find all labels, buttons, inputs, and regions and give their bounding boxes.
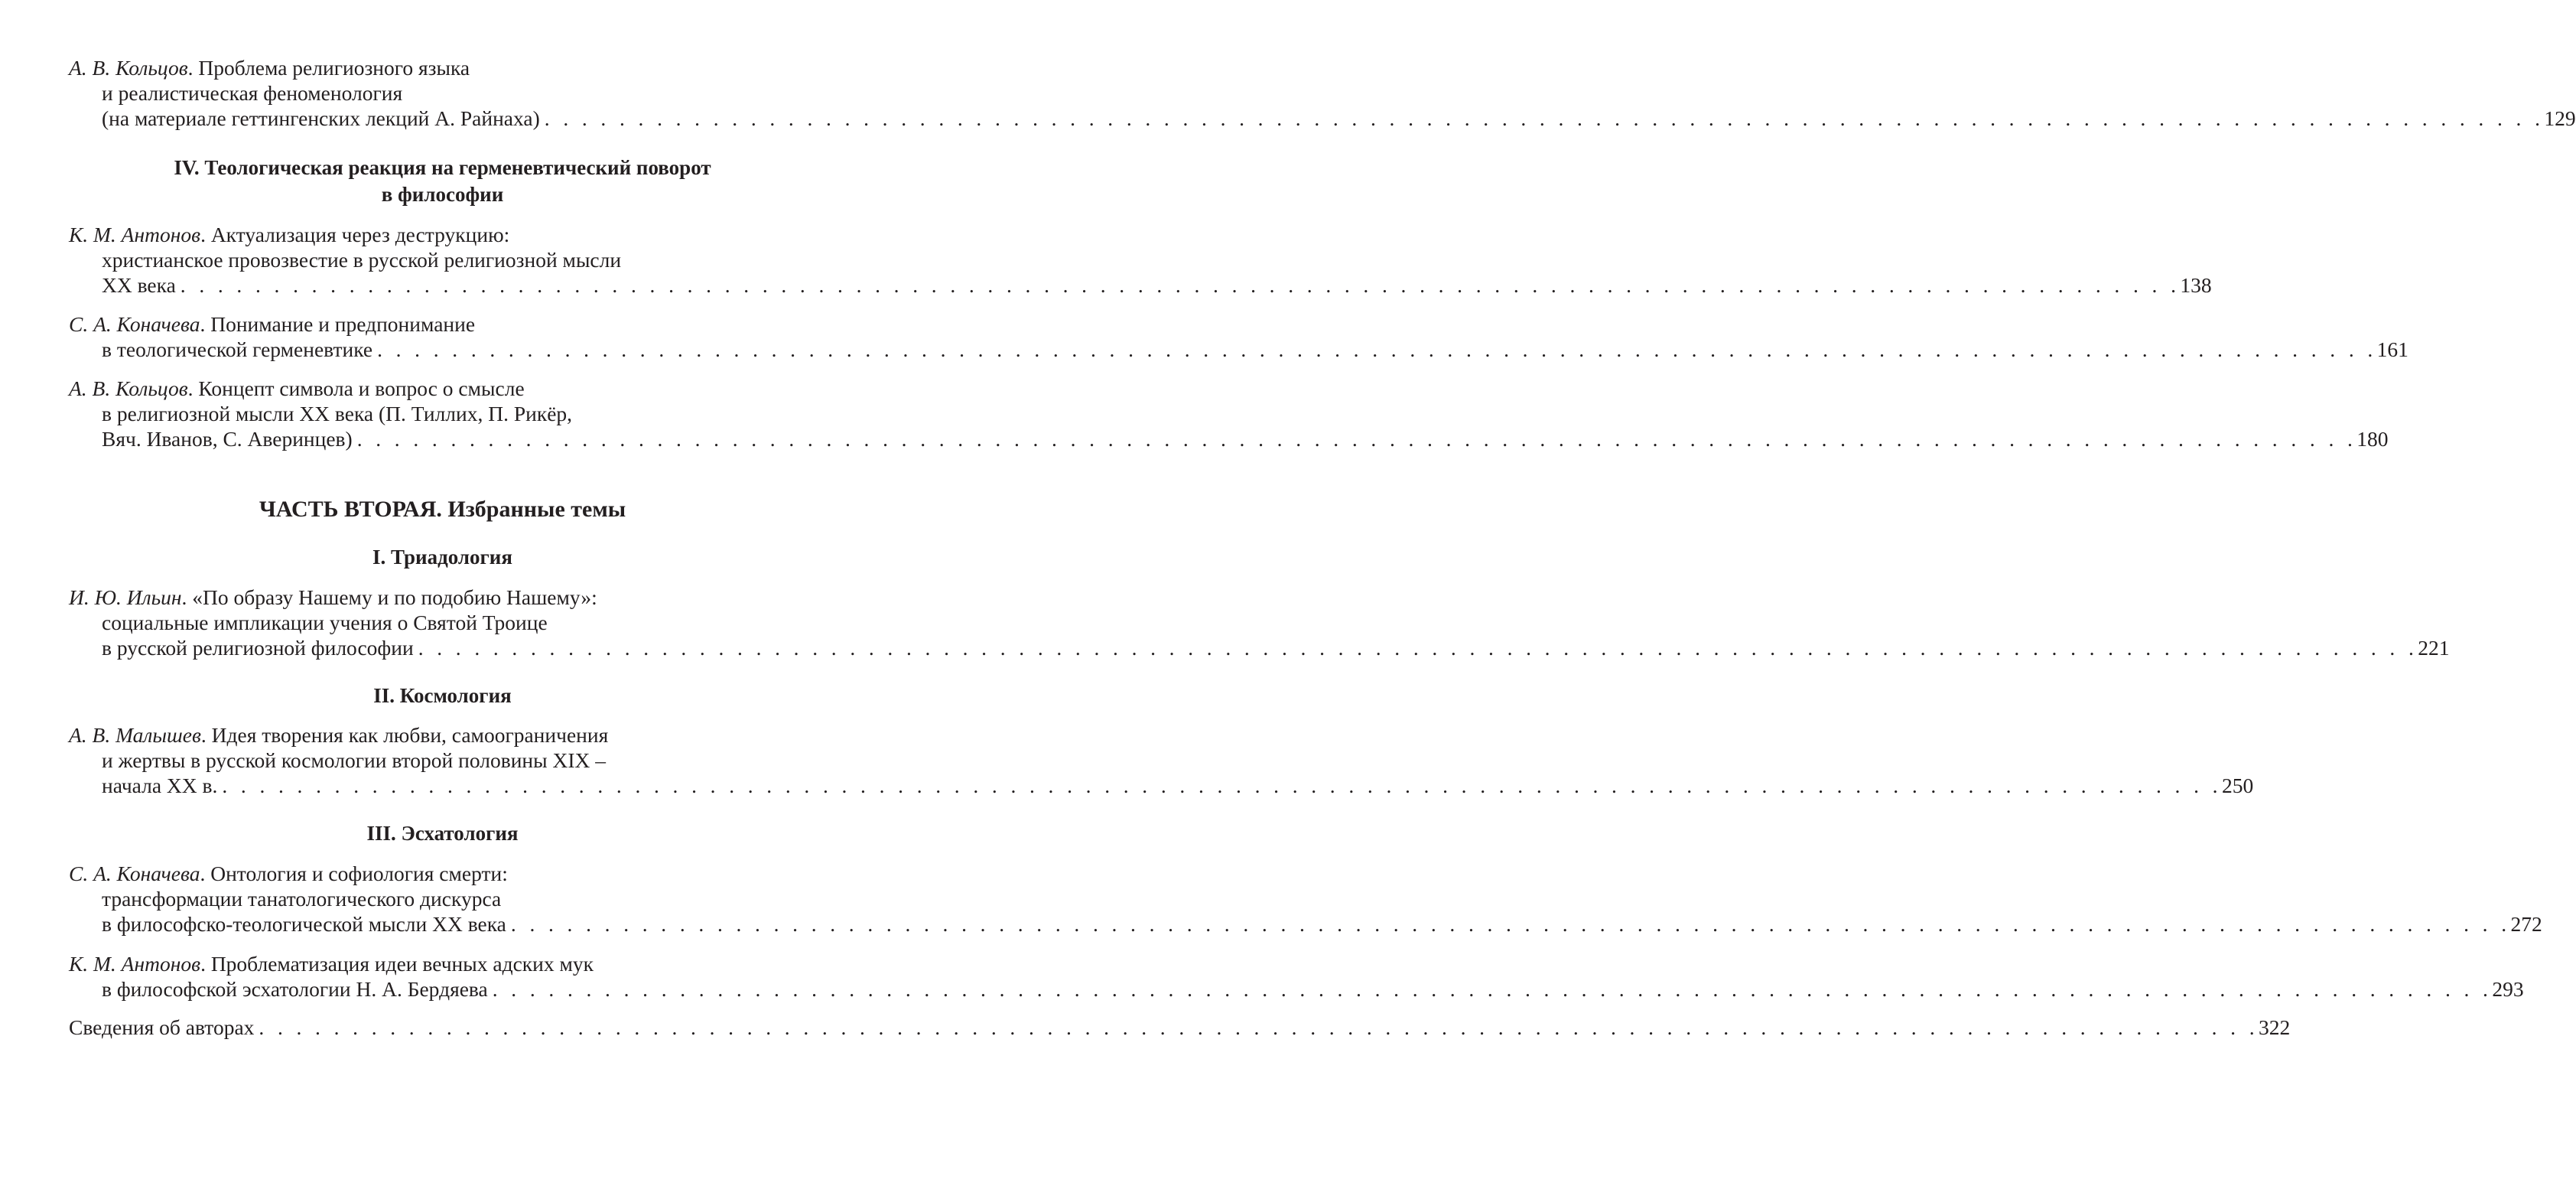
toc-title-line: в философско-теологической мысли XX века xyxy=(102,912,506,936)
section-heading: II. Космология xyxy=(373,684,512,707)
toc-entry xyxy=(69,861,2542,937)
page-number: 138 xyxy=(2180,273,2212,297)
toc-title-line: в русской религиозной философии xyxy=(102,636,414,660)
page-number: 161 xyxy=(2376,337,2408,361)
page-number: 322 xyxy=(2258,1015,2291,1039)
toc-entry xyxy=(69,722,2254,798)
toc-entry xyxy=(69,376,2389,451)
toc-title-line: в философской эсхатологии Н. А. Бердяева xyxy=(102,977,488,1001)
toc-title-line: в религиозной мысли XX века (П. Тиллих, П. Рикёр, xyxy=(102,402,573,425)
toc-leader-line xyxy=(69,272,2212,298)
toc-entry-line: И. Ю. Ильин. «По образу Нашему и по подобию Нашему»: xyxy=(69,585,597,609)
toc-title: Проблематизация идеи вечных адских мук xyxy=(210,952,594,976)
toc-title-line: XX века xyxy=(102,273,176,297)
toc-author: И. Ю. Ильин xyxy=(69,585,182,609)
toc-title: Актуализация через деструкцию: xyxy=(210,223,510,246)
section-heading: III. Эсхатология xyxy=(366,822,519,845)
page-number: 250 xyxy=(2221,774,2254,797)
toc-author: А. В. Малышев xyxy=(69,723,201,747)
toc-leader-line xyxy=(69,1015,2291,1040)
dot-leader: . . . . . . . . . . . . . . . . . . . . . . . . . . . . . . . . . . . . . . . . . . . . . . . . . . . . . . . . . . . . . . . . . . . . . . . . . . . . . . . . . . . . . . . . . . . . . . . . . . . . . . . . . . . xyxy=(180,273,2181,297)
toc-leader-line xyxy=(69,337,2408,362)
toc-title-line: и реалистическая феноменология xyxy=(102,81,403,105)
toc-title-line: (на материале геттингенских лекций А. Райнаха) xyxy=(102,106,540,130)
toc-title-line: социальные импликации учения о Святой Троице xyxy=(102,611,548,634)
toc-author: С. А. Коначева xyxy=(69,312,200,336)
toc-title-line: христианское провозвестие в русской религиозной мысли xyxy=(102,248,622,272)
toc-author: К. М. Антонов xyxy=(69,952,201,976)
dot-leader: . . . . . . . . . . . . . . . . . . . . . . . . . . . . . . . . . . . . . . . . . . . . . . . . . . . . . . . . . . . . . . . . . . . . . . . . . . . . . . . . . . . . . . . . . . . . . . . . . . . . . . . . . . . xyxy=(510,912,2511,936)
toc-leader-line xyxy=(69,426,2389,451)
toc-title-line: в теологической герменевтике xyxy=(102,337,373,361)
toc-title-line: трансформации танатологического дискурса xyxy=(102,887,502,911)
toc-title-line: Вяч. Иванов, С. Аверинцев) xyxy=(102,427,353,451)
toc-entry-line: К. М. Антонов. Актуализация через деструкцию: xyxy=(69,223,510,246)
toc-entry xyxy=(69,55,2576,131)
toc-entry-line: А. В. Кольцов. Проблема религиозного языка xyxy=(69,56,470,80)
toc-entry-line: С. А. Коначева. Онтология и софиология смерти: xyxy=(69,862,508,885)
toc-entry xyxy=(69,1015,2291,1040)
page-number: 180 xyxy=(2356,427,2389,451)
section-heading-line: в философии xyxy=(381,183,504,206)
section-heading: I. Триадология xyxy=(372,546,512,569)
page-number: 221 xyxy=(2418,636,2450,660)
toc-leader-line xyxy=(69,106,2576,131)
toc-leader-line xyxy=(69,635,2450,660)
toc-entry-line: С. А. Коначева. Понимание и предпонимание xyxy=(69,312,476,336)
section-heading xyxy=(69,155,816,208)
toc-entry xyxy=(69,585,2450,660)
dot-leader: . . . . . . . . . . . . . . . . . . . . . . . . . . . . . . . . . . . . . . . . . . . . . . . . . . . . . . . . . . . . . . . . . . . . . . . . . . . . . . . . . . . . . . . . . . . . . . . . . . . . . . . . . . . xyxy=(544,106,2545,130)
toc-entry xyxy=(69,311,2408,362)
toc-title: Понимание и предпонимание xyxy=(210,312,476,336)
page-number: 272 xyxy=(2510,912,2542,936)
page-number: 293 xyxy=(2492,977,2524,1001)
dot-leader: . . . . . . . . . . . . . . . . . . . . . . . . . . . . . . . . . . . . . . . . . . . . . . . . . . . . . . . . . . . . . . . . . . . . . . . . . . . . . . . . . . . . . . . . . . . . . . . . . . . . . . . . . . . xyxy=(222,774,2222,797)
toc-author: А. В. Кольцов xyxy=(69,56,188,80)
toc-leader-line xyxy=(69,976,2524,1002)
toc-entry-line: А. В. Кольцов. Концепт символа и вопрос о смысле xyxy=(69,376,525,400)
toc-title-line: Сведения об авторах xyxy=(69,1015,255,1039)
toc-entry xyxy=(69,222,2212,298)
toc-title-line: и жертвы в русской космологии второй половины XIX – xyxy=(102,748,606,772)
toc-entry xyxy=(69,951,2524,1002)
dot-leader: . . . . . . . . . . . . . . . . . . . . . . . . . . . . . . . . . . . . . . . . . . . . . . . . . . . . . . . . . . . . . . . . . . . . . . . . . . . . . . . . . . . . . . . . . . . . . . . . . . . . . . . . . . . xyxy=(377,337,2377,361)
toc-leader-line xyxy=(69,911,2542,937)
toc-title-line: начала XX в. xyxy=(102,774,218,797)
toc-entry-line: К. М. Антонов. Проблематизация идеи вечных адских мук xyxy=(69,952,594,976)
toc-entry-line: А. В. Малышев. Идея творения как любви, самоограничения xyxy=(69,723,609,747)
toc-title: Идея творения как любви, самоограничения xyxy=(211,723,609,747)
dot-leader: . . . . . . . . . . . . . . . . . . . . . . . . . . . . . . . . . . . . . . . . . . . . . . . . . . . . . . . . . . . . . . . . . . . . . . . . . . . . . . . . . . . . . . . . . . . . . . . . . . . . . . . . . . . xyxy=(259,1015,2259,1039)
toc-title: Онтология и софиология смерти: xyxy=(210,862,508,885)
page-number: 129 xyxy=(2544,106,2576,130)
dot-leader: . . . . . . . . . . . . . . . . . . . . . . . . . . . . . . . . . . . . . . . . . . . . . . . . . . . . . . . . . . . . . . . . . . . . . . . . . . . . . . . . . . . . . . . . . . . . . . . . . . . . . . . . . . . xyxy=(356,427,2357,451)
dot-leader: . . . . . . . . . . . . . . . . . . . . . . . . . . . . . . . . . . . . . . . . . . . . . . . . . . . . . . . . . . . . . . . . . . . . . . . . . . . . . . . . . . . . . . . . . . . . . . . . . . . . . . . . . . . xyxy=(418,636,2418,660)
toc-author: К. М. Антонов xyxy=(69,223,201,246)
toc-author: С. А. Коначева xyxy=(69,862,200,885)
toc-author: А. В. Кольцов xyxy=(69,376,188,400)
toc-title: Проблема религиозного языка xyxy=(198,56,470,80)
toc-leader-line xyxy=(69,773,2254,798)
toc-title: Концепт символа и вопрос о смысле xyxy=(198,376,525,400)
section-heading-line: IV. Теологическая реакция на герменевтический поворот xyxy=(174,156,711,179)
toc-title: «По образу Нашему и по подобию Нашему»: xyxy=(192,585,597,609)
part-heading: ЧАСТЬ ВТОРАЯ. Избранные темы xyxy=(259,497,626,522)
dot-leader: . . . . . . . . . . . . . . . . . . . . . . . . . . . . . . . . . . . . . . . . . . . . . . . . . . . . . . . . . . . . . . . . . . . . . . . . . . . . . . . . . . . . . . . . . . . . . . . . . . . . . . . . . . . xyxy=(492,977,2493,1001)
